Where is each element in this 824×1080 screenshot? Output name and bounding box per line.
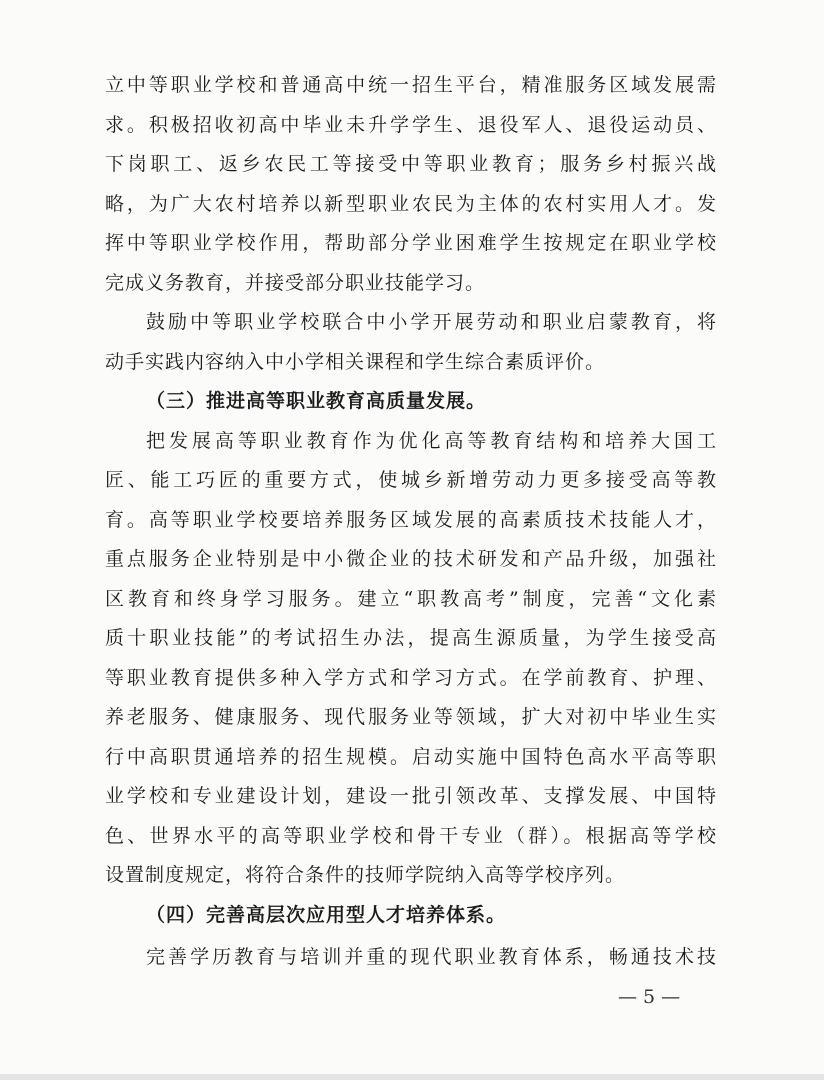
body-text-line: 求。积极招收初高中毕业未升学学生、退役军人、退役运动员、 xyxy=(105,113,717,136)
body-text-line: 色、世界水平的高等职业学校和骨干专业（群）。根据高等学校 xyxy=(105,824,717,847)
paragraph-first-line: 完善学历教育与培训并重的现代职业教育体系，畅通技术技 xyxy=(146,946,717,968)
page-number: — 5 — xyxy=(618,986,681,1008)
page-bottom-edge xyxy=(0,1074,824,1080)
body-text-line: 设置制度规定，将符合条件的技师学院纳入高等学校序列。 xyxy=(105,864,626,887)
body-text-line: 立中等职业学校和普通高中统一招生平台，精准服务区域发展需 xyxy=(105,74,717,96)
body-text-line: 匠、能工巧匠的重要方式，使城乡新增劳动力更多接受高等教 xyxy=(105,469,717,492)
body-text-line: 育。高等职业学校要培养服务区域发展的高素质技术技能人才， xyxy=(105,508,717,531)
section-heading: （四）完善高层次应用型人才培养体系。 xyxy=(146,904,507,926)
body-text-line: 略，为广大农村培养以新型职业农民为主体的农村实用人才。发 xyxy=(105,192,717,215)
body-text-line: 下岗职工、返乡农民工等接受中等职业教育；服务乡村振兴战 xyxy=(105,153,717,176)
body-text-line: 业学校和专业建设计划，建设一批引领改革、支撑发展、中国特 xyxy=(105,785,717,808)
body-text-line: 挥中等职业学校作用，帮助部分学业困难学生按规定在职业学校 xyxy=(105,232,717,255)
body-text-line: 质十职业技能”的考试招生办法，提高生源质量，为学生接受高 xyxy=(105,627,717,650)
body-text-line: 区教育和终身学习服务。建立“职教高考”制度，完善“文化素 xyxy=(105,587,717,610)
body-text-line: 完成义务教育，并接受部分职业技能学习。 xyxy=(105,271,486,294)
paragraph-first-line: 把发展高等职业教育作为优化高等教育结构和培养大国工 xyxy=(146,429,717,452)
section-heading: （三）推进高等职业教育高质量发展。 xyxy=(146,390,487,413)
body-text-line: 行中高职贯通培养的招生规模。启动实施中国特色高水平高等职 xyxy=(105,745,717,768)
body-text-line: 动手实践内容纳入中小学相关课程和学生综合素质评价。 xyxy=(105,350,606,373)
body-text-line: 等职业教育提供多种入学方式和学习方式。在学前教育、护理、 xyxy=(105,666,717,689)
body-text-line: 重点服务企业特别是中小微企业的技术研发和产品升级，加强社 xyxy=(105,548,717,571)
paragraph-first-line: 鼓励中等职业学校联合中小学开展劳动和职业启蒙教育，将 xyxy=(146,311,717,334)
body-text-line: 养老服务、健康服务、现代服务业等领域，扩大对初中毕业生实 xyxy=(105,706,717,729)
